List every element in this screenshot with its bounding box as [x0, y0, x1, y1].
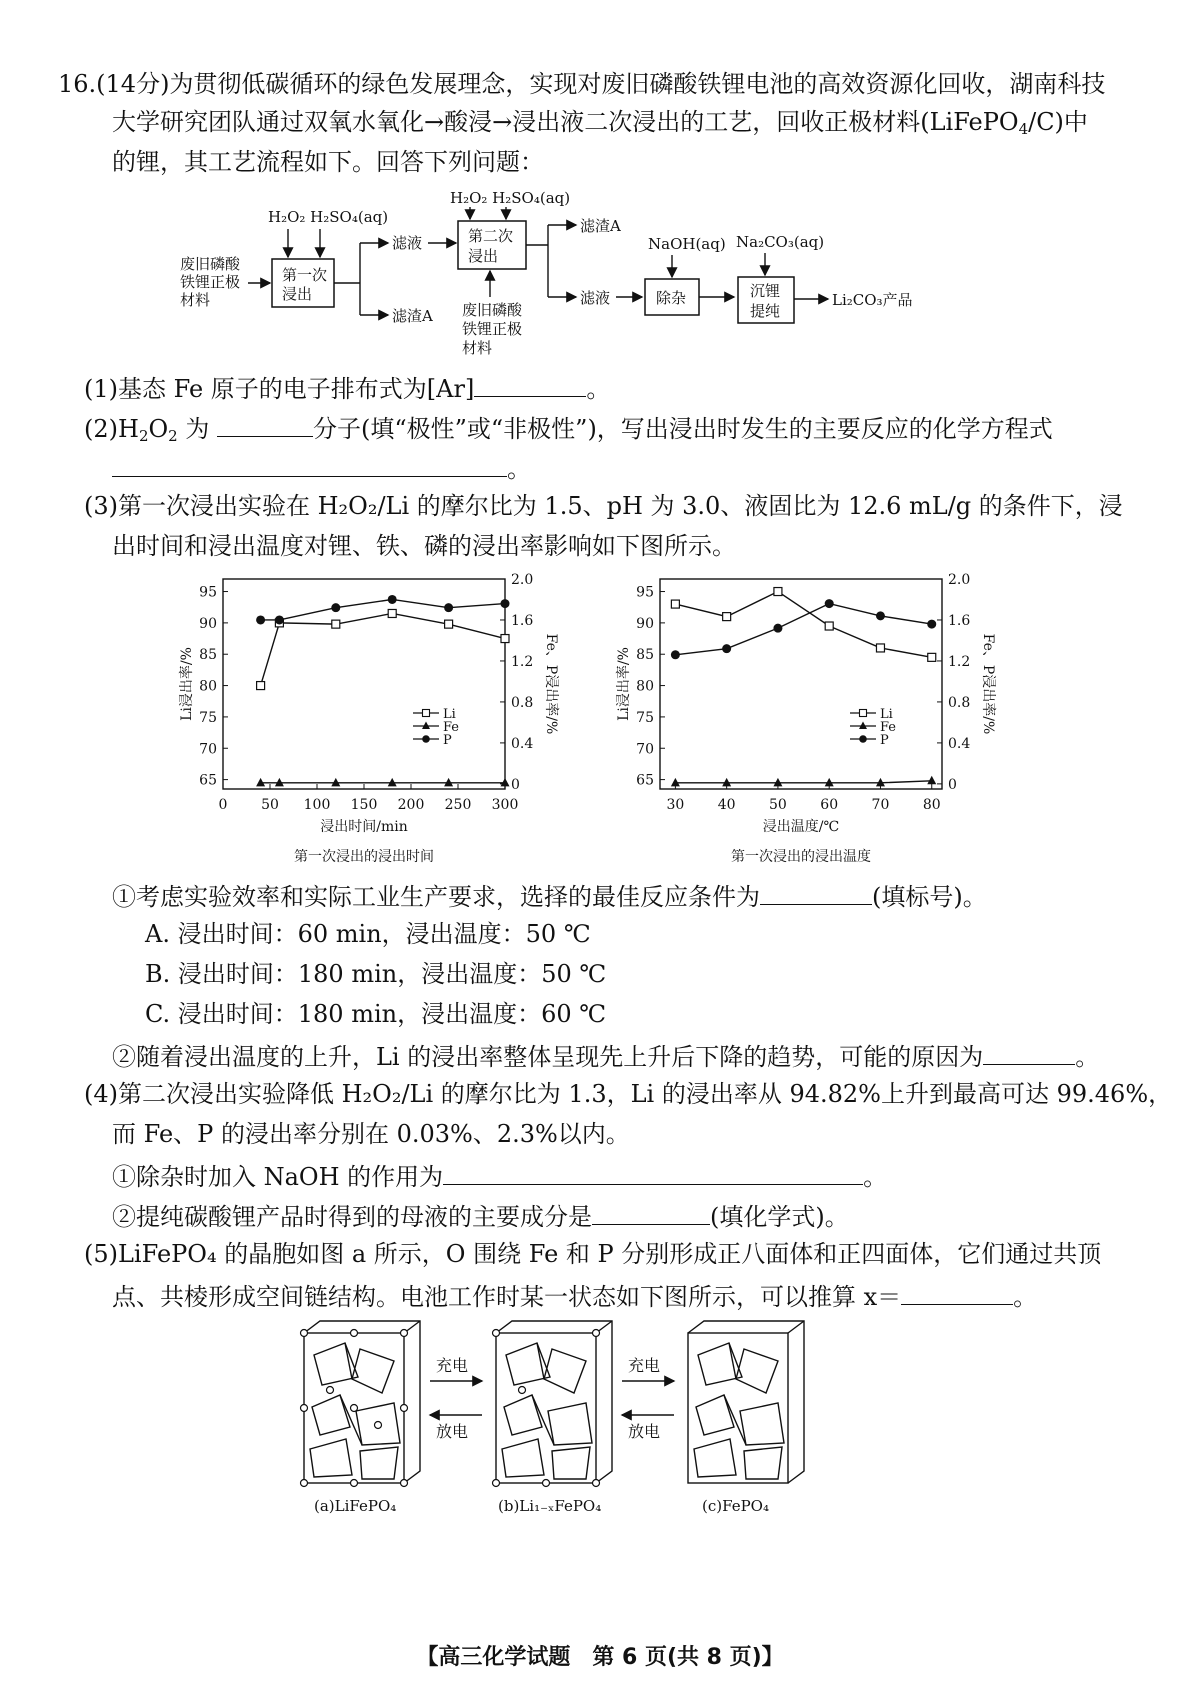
q5-x-blank[interactable]	[901, 1278, 1013, 1305]
flow-box2-l2: 浸出	[468, 247, 499, 265]
x-tick-label: 60	[820, 797, 839, 813]
q3-option-c: C. 浸出时间：180 min，浸出温度：60 ℃	[145, 1000, 607, 1028]
y2-tick-label: 1.6	[948, 612, 971, 629]
data-point-Li	[332, 620, 340, 628]
x-tick-label: 70	[871, 797, 890, 813]
y2-tick-label: 1.2	[511, 653, 534, 670]
question-number: 16.	[58, 70, 97, 98]
x-axis-label: 浸出温度/℃	[762, 819, 840, 835]
data-point-P	[444, 603, 453, 612]
x-tick-label: 50	[769, 797, 787, 813]
question-intro-line1	[58, 68, 1105, 100]
flow-box2-l1: 第二次	[468, 227, 514, 245]
y-tick-label: 75	[199, 709, 217, 726]
plot-frame	[223, 579, 505, 789]
q4-sub1-end: 。	[863, 1163, 888, 1191]
flow-input1-l3: 材料	[180, 291, 211, 309]
q4-sub2	[112, 1198, 849, 1233]
data-point-Li	[501, 635, 509, 643]
data-point-Li	[723, 613, 731, 621]
chart-title: 第一次浸出的浸出时间	[294, 849, 434, 865]
legend-marker-Li	[423, 710, 430, 717]
q3-option-b: B. 浸出时间：180 min，浸出温度：50 ℃	[145, 960, 607, 988]
q2-line1: $(2)H_2O_2$ 为 分子(填“极性”或“非极性”)，写出浸出时发生的主要反应的化学方程式	[84, 410, 1053, 445]
chart-leaching-time	[175, 565, 575, 875]
flow-box4-l1: 沉锂	[750, 282, 781, 300]
q3-sub1-end: (填标号)。	[872, 883, 987, 911]
q3-sub2-text: ②随着浸出温度的上升，Li 的浸出率整体呈现先上升后下降的趋势，可能的原因为	[112, 1043, 984, 1071]
data-point-Fe	[388, 778, 397, 787]
unit-cell-a	[304, 1321, 420, 1483]
y-tick-label: 85	[199, 647, 217, 664]
data-point-P	[773, 624, 782, 633]
x-tick-label: 40	[717, 797, 736, 813]
data-point-Li	[671, 600, 679, 608]
legend-label-Fe: Fe	[880, 720, 897, 735]
flow-input1-l2: 铁锂正极	[180, 273, 241, 291]
discharge-label-1: 放电	[436, 1422, 469, 1441]
legend-marker-P	[422, 735, 430, 743]
q3-line2: 出时间和浸出温度对锂、铁、磷的浸出率影响如下图所示。	[112, 532, 736, 560]
legend-label-Li: Li	[443, 707, 456, 722]
y-tick-label: 80	[199, 678, 217, 695]
q1-line	[84, 370, 610, 405]
subscript: 2	[138, 427, 149, 445]
y2-tick-label: 0.8	[948, 694, 971, 711]
y-tick-label: 90	[199, 615, 217, 632]
flow-reagent3: NaOH(aq)	[648, 235, 726, 253]
flow-residue2: 滤渣A	[580, 217, 621, 235]
q2-equation-blank[interactable]	[112, 450, 507, 477]
flow-box1-l2: 浸出	[282, 285, 313, 303]
y-axis-label: Li浸出率/%	[616, 647, 632, 721]
q4-sub1	[112, 1158, 887, 1193]
flow-input2-l1: 废旧磷酸	[462, 301, 523, 319]
data-point-Li	[774, 588, 782, 596]
flow-box1-l1: 第一次	[282, 266, 328, 284]
data-point-P	[388, 595, 397, 604]
q4-sub2-blank[interactable]	[592, 1198, 710, 1225]
crystal-label-c: (c)FePO₄	[702, 1497, 769, 1515]
data-point-Fe	[331, 778, 340, 787]
question-intro-line2	[112, 106, 1088, 138]
y-tick-label: 70	[199, 741, 217, 758]
x-axis-label: 浸出时间/min	[320, 819, 408, 835]
flow-box3: 除杂	[656, 289, 687, 307]
charge-label-1: 充电	[436, 1356, 469, 1375]
q4-sub2-text: ②提纯碳酸锂产品时得到的母液的主要成分是	[112, 1203, 592, 1231]
x-tick-label: 100	[303, 797, 331, 813]
data-point-Li	[928, 653, 936, 661]
flow-reagent4: Na₂CO₃(aq)	[736, 233, 825, 251]
question-intro-text2: 大学研究团队通过双氧水氧化→酸浸→浸出液二次浸出的工艺，回收正极材料(LiFePO	[112, 108, 1019, 136]
data-point-Fe	[671, 778, 680, 787]
q3-line1: (3)第一次浸出实验在 H₂O₂/Li 的摩尔比为 1.5、pH 为 3.0、液固比为 12.6 mL/g 的条件下，浸	[84, 492, 1123, 520]
data-point-Fe	[501, 778, 510, 787]
data-point-Fe	[825, 778, 834, 787]
data-point-Fe	[773, 778, 782, 787]
y2-axis-label: Fe、P浸出率/%	[980, 633, 996, 735]
q3-option-a: A. 浸出时间：60 min，浸出温度：50 ℃	[145, 920, 591, 948]
li-atoms	[301, 1330, 408, 1487]
q5-line2	[112, 1278, 1037, 1313]
data-point-Fe	[444, 778, 453, 787]
y2-tick-label: 0.4	[948, 735, 971, 752]
q3-sub1-blank[interactable]	[760, 878, 872, 905]
q2-line2	[112, 450, 531, 485]
series-line-Li	[261, 613, 505, 685]
data-point-P	[927, 620, 936, 629]
q2-text-a: (2)H	[84, 415, 139, 443]
q4-line2: 而 Fe、P 的浸出率分别在 0.03%、2.3%以内。	[112, 1120, 630, 1148]
q2-end: 。	[507, 455, 531, 483]
y2-tick-label: 1.6	[511, 612, 534, 629]
page-footer: 【高三化学试题 第 6 页(共 8 页)】	[416, 1645, 784, 1670]
q2-polarity-blank[interactable]	[217, 410, 313, 437]
flow-reagent2: H₂O₂ H₂SO₄(aq)	[450, 189, 571, 207]
data-point-P	[825, 599, 834, 608]
legend-label-Li: Li	[880, 707, 893, 722]
x-tick-label: 80	[922, 797, 941, 813]
data-point-Li	[445, 620, 453, 628]
y2-tick-label: 0.8	[511, 694, 534, 711]
data-point-P	[671, 650, 680, 659]
y-tick-label: 85	[636, 647, 654, 664]
data-point-P	[876, 611, 885, 620]
series-line-P	[261, 599, 505, 619]
question-intro-line3: 的锂，其工艺流程如下。回答下列问题：	[112, 148, 544, 176]
data-point-Li	[257, 682, 265, 690]
legend-marker-Fe	[422, 722, 430, 730]
q1-end: 。	[586, 375, 611, 403]
x-tick-label: 50	[261, 797, 279, 813]
data-point-P	[256, 615, 265, 624]
y2-tick-label: 2.0	[511, 572, 534, 588]
question-points: (14分)	[96, 70, 170, 98]
data-point-Fe	[927, 776, 936, 785]
data-point-P	[275, 615, 284, 624]
y-tick-label: 95	[199, 584, 217, 601]
x-tick-label: 0	[218, 797, 228, 813]
data-point-Fe	[722, 778, 731, 787]
data-point-Fe	[275, 778, 284, 787]
x-tick-label: 200	[397, 797, 425, 813]
charge-label-2: 充电	[628, 1356, 661, 1375]
y2-axis-label: Fe、P浸出率/%	[543, 633, 559, 735]
data-point-Li	[876, 644, 884, 652]
q3-sub2-blank[interactable]	[983, 1038, 1075, 1065]
unit-cell-c	[688, 1321, 804, 1483]
q1-text: (1)基态 Fe 原子的电子排布式为[Ar]	[84, 375, 475, 403]
legend-label-P: P	[880, 733, 889, 748]
series-line-Fe	[675, 781, 931, 783]
legend-label-Fe: Fe	[443, 720, 460, 735]
subscript: 4	[1018, 120, 1029, 138]
q3-sub1-text: ①考虑实验效率和实际工业生产要求，选择的最佳反应条件为	[112, 883, 760, 911]
flow-input2-l2: 铁锂正极	[462, 320, 523, 338]
q5-end: 。	[1013, 1283, 1038, 1311]
data-point-P	[501, 599, 510, 608]
flow-filtrate1: 滤液	[392, 234, 423, 252]
y-tick-label: 65	[636, 772, 654, 789]
y2-tick-label: 2.0	[948, 572, 971, 588]
data-point-Li	[825, 622, 833, 630]
data-point-P	[722, 644, 731, 653]
q4-sub1-text: ①除杂时加入 NaOH 的作用为	[112, 1163, 444, 1191]
y-tick-label: 95	[636, 584, 654, 601]
y-tick-label: 75	[636, 709, 654, 726]
data-point-Li	[388, 609, 396, 617]
y2-tick-label: 0	[511, 776, 520, 793]
flow-residue1: 滤渣A	[392, 307, 433, 325]
q1-answer-blank[interactable]	[474, 370, 586, 397]
crystal-label-a: (a)LiFePO₄	[314, 1497, 397, 1515]
data-point-Fe	[256, 778, 265, 787]
q4-sub1-blank[interactable]	[443, 1158, 863, 1185]
x-tick-label: 150	[350, 797, 378, 813]
flow-box4-l2: 提纯	[750, 302, 781, 320]
flow-product: Li₂CO₃产品	[832, 291, 913, 309]
y2-tick-label: 1.2	[948, 653, 971, 670]
q4-sub2-end: (填化学式)。	[710, 1203, 849, 1231]
y2-tick-label: 0.4	[511, 735, 534, 752]
q2-text-b: 为	[185, 415, 210, 443]
x-tick-label: 30	[666, 797, 685, 813]
q2-text-c: 分子(填“极性”或“非极性”)，写出浸出时发生的主要反应的化学方程式	[313, 415, 1053, 443]
data-point-P	[331, 603, 340, 612]
q3-sub2-end: 。	[1075, 1043, 1100, 1071]
legend-label-P: P	[443, 733, 452, 748]
x-tick-label: 300	[491, 797, 519, 813]
crystal-structure-figure	[290, 1315, 930, 1520]
question-intro-text2-end: /C)中	[1028, 108, 1088, 136]
subscript: 2	[168, 427, 178, 445]
legend-marker-P	[859, 735, 867, 743]
chart-title: 第一次浸出的浸出温度	[731, 849, 871, 865]
process-flowchart	[160, 185, 960, 365]
unit-cell-b	[496, 1321, 612, 1483]
q5-text: 点、共棱形成空间链结构。电池工作时某一状态如下图所示，可以推算 x＝	[112, 1283, 902, 1311]
li-atoms-partial	[493, 1330, 600, 1487]
series-line-Li	[675, 592, 931, 658]
y-tick-label: 70	[636, 741, 654, 758]
crystal-label-b: (b)Li₁₋ₓFePO₄	[498, 1497, 602, 1515]
legend-marker-Fe	[859, 722, 867, 730]
series-line-P	[675, 604, 931, 655]
y-tick-label: 65	[199, 772, 217, 789]
flow-input1-l1: 废旧磷酸	[180, 255, 241, 273]
question-intro-text1: 为贯彻低碳循环的绿色发展理念，实现对废旧磷酸铁锂电池的高效资源化回收，湖南科技	[169, 70, 1106, 98]
flow-filtrate2: 滤液	[580, 289, 611, 307]
q3-sub2	[112, 1038, 1099, 1073]
y-tick-label: 80	[636, 678, 654, 695]
discharge-label-2: 放电	[628, 1422, 661, 1441]
chart-leaching-temperature	[612, 565, 1012, 875]
y-tick-label: 90	[636, 615, 654, 632]
y-axis-label: Li浸出率/%	[179, 647, 195, 721]
x-tick-label: 250	[444, 797, 472, 813]
legend-marker-Li	[860, 710, 867, 717]
q4-line1: (4)第二次浸出实验降低 H₂O₂/Li 的摩尔比为 1.3，Li 的浸出率从 94.82%上升到最高可达 99.46%，	[84, 1080, 1173, 1108]
q5-line1: (5)LiFePO₄ 的晶胞如图 a 所示，O 围绕 Fe 和 P 分别形成正八面体和正四面体，它们通过共顶	[84, 1240, 1102, 1268]
q3-sub1	[112, 878, 987, 913]
y2-tick-label: 0	[948, 776, 957, 793]
flow-reagent1: H₂O₂ H₂SO₄(aq)	[268, 208, 389, 226]
flow-input2-l3: 材料	[462, 339, 493, 357]
